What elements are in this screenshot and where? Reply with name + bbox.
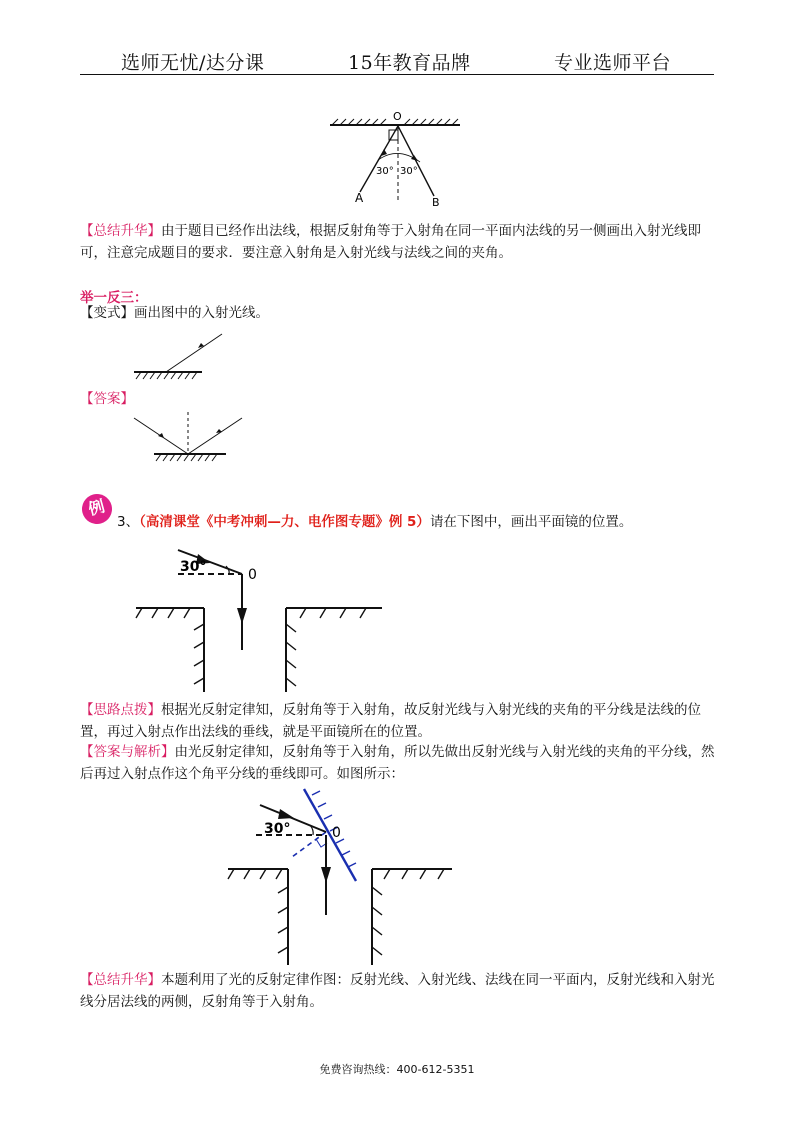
analysis-angle: 30° xyxy=(264,821,291,837)
header-divider xyxy=(80,74,714,75)
figure-variant-reflected-ray xyxy=(130,330,230,384)
fig1-angle-left: 30° xyxy=(376,166,394,177)
figure-example-periscope xyxy=(130,540,390,695)
example-point: 0 xyxy=(248,567,257,583)
header-brand-left: 选师无忧/达分课 xyxy=(121,52,265,74)
example-source: （高清课堂《中考冲刺—力、电作图专题》例 5） xyxy=(139,514,430,530)
summary2-tag: 【总结升华】 xyxy=(80,972,161,988)
example-question xyxy=(117,511,717,533)
example-badge: 例 xyxy=(79,491,116,528)
fig1-label-a: A xyxy=(355,191,364,205)
figure-answer-incident-ray xyxy=(130,408,250,466)
summary-paragraph-2 xyxy=(80,969,720,1013)
analysis-text: 由光反射定律知，反射角等于入射角，所以先做出反射光线与入射光线的夹角的平分线，然后再过入射点作这个角平分线的垂线即可。如图所示： xyxy=(80,744,715,782)
summary-text: 由于题目已经作出法线，根据反射角等于入射角在同一平面内法线的另一侧画出入射光线即可，注意完成题目的要求．要注意入射角是入射光线与法线之间的夹角。 xyxy=(80,223,701,261)
summary-tag: 【总结升华】 xyxy=(80,223,161,239)
analysis-tag: 【答案与解析】 xyxy=(80,744,175,760)
summary2-text: 本题利用了光的反射定律作图：反射光线、入射光线、法线在同一平面内，反射光线和入射光线分居法线的两侧，反射角等于入射角。 xyxy=(80,972,715,1010)
example-number: 3、 xyxy=(117,514,140,530)
practice-title: 举一反三： xyxy=(80,290,148,306)
variant-text: 画出图中的入射光线。 xyxy=(134,305,269,321)
figure-reflection-normal xyxy=(320,108,470,210)
analysis-paragraph xyxy=(80,741,720,785)
summary-paragraph-1 xyxy=(80,220,720,264)
fig1-point-o: O xyxy=(393,110,402,123)
answer-tag: 【答案】 xyxy=(80,391,134,407)
variant-tag: 【变式】 xyxy=(80,305,134,321)
footer-hotline: 免费咨询热线：400-612-5351 xyxy=(319,1063,475,1076)
hint-text: 根据光反射定律知，反射角等于入射角，故反射光线与入射光线的夹角的平分线是法线的位置，再过入射点作出法线的垂线，就是平面镜所在的位置。 xyxy=(80,702,701,740)
header-brand-center: 15年教育品牌 xyxy=(348,52,471,74)
example-question-text: 请在下图中，画出平面镜的位置。 xyxy=(429,514,633,530)
fig1-label-b: B xyxy=(432,196,440,209)
header-brand-right: 专业选师平台 xyxy=(554,52,672,74)
example-angle: 30° xyxy=(180,559,207,575)
analysis-point: 0 xyxy=(332,825,341,841)
figure-analysis-mirror xyxy=(220,785,460,970)
variant-line xyxy=(80,302,720,324)
hint-paragraph xyxy=(80,699,720,743)
hint-tag: 【思路点拨】 xyxy=(80,702,161,718)
fig1-angle-right: 30° xyxy=(400,166,418,177)
